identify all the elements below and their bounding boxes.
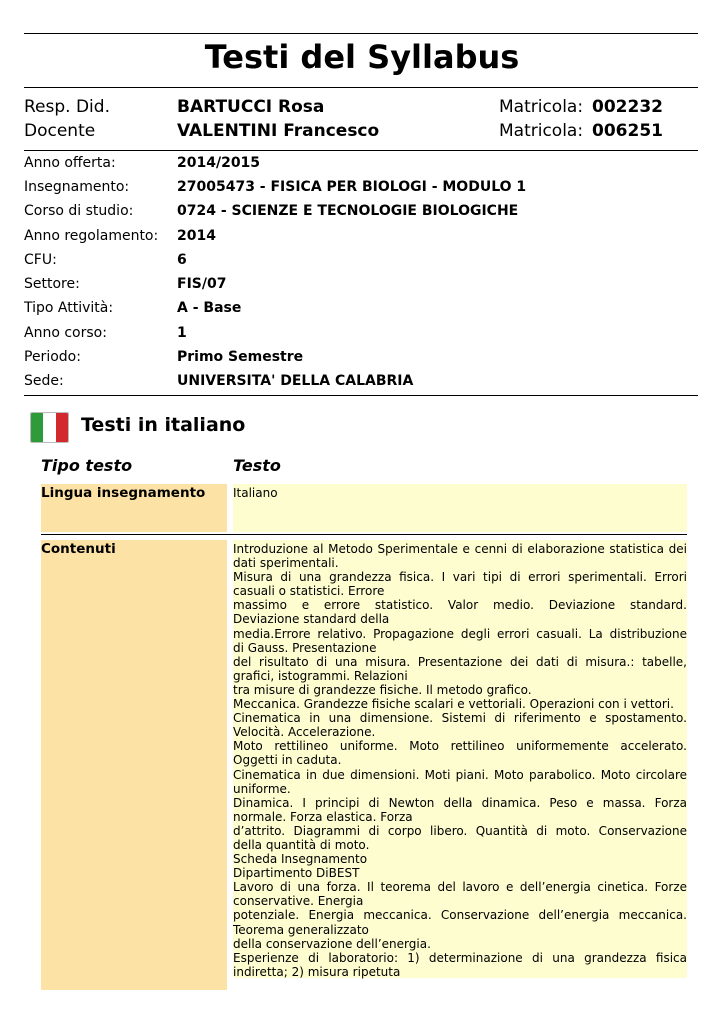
info-label: Settore: bbox=[24, 276, 80, 292]
flag-white-band bbox=[43, 413, 55, 442]
info-value: 2014 bbox=[177, 228, 216, 244]
testo-line: di Gauss. Presentazione bbox=[233, 640, 377, 655]
testo-line: Misura di una grandezza fisica. I vari tipi di errori sperimentali. Errori bbox=[233, 570, 687, 585]
top-rule bbox=[24, 33, 698, 34]
testo-line: Meccanica. Grandezze fisiche scalari e vettoriali. Operazioni con i vettori. bbox=[233, 697, 674, 712]
page-title: Testi del Syllabus bbox=[204, 38, 520, 76]
testo-line: grafici, istogrammi. Relazioni bbox=[233, 668, 408, 683]
testo-line: dati sperimentali. bbox=[233, 556, 339, 571]
testo-line: Dinamica. I principi di Newton della dinamica. Peso e massa. Forza bbox=[233, 795, 687, 810]
info-row-settore bbox=[24, 276, 698, 300]
testo-line: Deviazione standard della bbox=[233, 612, 390, 627]
info-row-corso-di-studio bbox=[24, 203, 698, 227]
info-rule bbox=[24, 395, 698, 396]
flag-red-band bbox=[56, 413, 68, 442]
resp-name: BARTUCCI Rosa bbox=[177, 97, 325, 117]
docente-role-label: Docente bbox=[24, 121, 96, 141]
section-title: Testi in italiano bbox=[81, 414, 246, 436]
docente-matricola-value: 006251 bbox=[592, 121, 663, 141]
testo-line: Scheda Insegnamento bbox=[233, 852, 368, 867]
testo-line: Oggetti in caduta. bbox=[233, 753, 342, 768]
testo-line: normale. Forza elastica. Forza bbox=[233, 809, 413, 824]
testo-line: Moto rettilineo uniforme. Moto rettilineo uniformemente accelerato. bbox=[233, 739, 687, 754]
info-value: 2014/2015 bbox=[177, 155, 261, 171]
tipo-testo-cell: Lingua insegnamento bbox=[41, 484, 227, 532]
flag-green-band bbox=[31, 413, 43, 442]
column-header-testo: Testo bbox=[233, 456, 281, 475]
testo-line: conservative. Energia bbox=[233, 894, 364, 909]
testo-line: Teorema generalizzato bbox=[233, 922, 369, 937]
info-label: Insegnamento: bbox=[24, 179, 130, 195]
info-row-tipo-attivita bbox=[24, 300, 698, 324]
testo-line: Introduzione al Metodo Sperimentale e cenni di elaborazione statistica dei bbox=[233, 542, 687, 556]
info-value: A - Base bbox=[177, 300, 242, 316]
testo-line: Velocità. Accelerazione. bbox=[233, 725, 376, 740]
testo-line: casuali o statistici. Errore bbox=[233, 584, 385, 599]
info-label: Anno offerta: bbox=[24, 155, 116, 171]
testo-line: Dipartimento DiBEST bbox=[233, 866, 360, 881]
info-row-anno-offerta bbox=[24, 155, 698, 179]
testo-line: massimo e errore statistico. Valor medio. Deviazione standard. bbox=[233, 598, 687, 613]
tipo-testo-cell: Contenuti bbox=[41, 540, 227, 990]
column-header-tipo-testo: Tipo testo bbox=[41, 456, 133, 475]
info-label: Corso di studio: bbox=[24, 203, 134, 219]
info-value: UNIVERSITA' DELLA CALABRIA bbox=[177, 373, 414, 389]
info-value: 6 bbox=[177, 252, 187, 268]
info-row-periodo bbox=[24, 349, 698, 373]
resp-matricola-value: 002232 bbox=[592, 97, 663, 117]
info-row-cfu bbox=[24, 252, 698, 276]
info-value: 27005473 - FISICA PER BIOLOGI - MODULO 1 bbox=[177, 179, 527, 195]
testo-line: Italiano bbox=[233, 486, 278, 500]
resp-role-label: Resp. Did. bbox=[24, 97, 110, 117]
testo-line: uniforme. bbox=[233, 781, 291, 796]
testo-line: della quantità di moto. bbox=[233, 837, 370, 852]
info-label: Periodo: bbox=[24, 349, 81, 365]
docente-name: VALENTINI Francesco bbox=[177, 121, 380, 141]
info-value: Primo Semestre bbox=[177, 349, 304, 365]
testo-line: Esperienze di laboratorio: 1) determinazione di una grandezza fisica bbox=[233, 950, 687, 965]
testo-line: tra misure di grandezze fisiche. Il metodo grafico. bbox=[233, 682, 532, 697]
info-label: Tipo Attività: bbox=[24, 300, 114, 316]
info-label: Anno regolamento: bbox=[24, 228, 159, 244]
info-value: 0724 - SCIENZE E TECNOLOGIE BIOLOGICHE bbox=[177, 203, 519, 219]
resp-matricola-label: Matricola: bbox=[499, 97, 584, 117]
info-row-sede bbox=[24, 373, 698, 397]
testo-cell bbox=[233, 484, 687, 532]
testo-line: Lavoro di una forza. Il teorema del lavoro e dell’energia cinetica. Forze bbox=[233, 880, 687, 895]
info-row-anno-corso bbox=[24, 325, 698, 349]
testo-cell bbox=[233, 540, 687, 978]
testo-line: potenziale. Energia meccanica. Conservazione dell’energia meccanica. bbox=[233, 908, 687, 923]
info-row-insegnamento bbox=[24, 179, 698, 203]
info-value: 1 bbox=[177, 325, 187, 341]
title-rule bbox=[24, 87, 698, 88]
row-divider bbox=[41, 534, 687, 535]
info-value: FIS/07 bbox=[177, 276, 227, 292]
testo-line: Cinematica in una dimensione. Sistemi di riferimento e spostamento. bbox=[233, 711, 687, 726]
info-label: Sede: bbox=[24, 373, 64, 389]
testo-line: d’attrito. Diagrammi di corpo libero. Quantità di moto. Conservazione bbox=[233, 823, 687, 838]
testo-line: media.Errore relativo. Propagazione degli errori casuali. La distribuzione bbox=[233, 626, 687, 641]
info-label: Anno corso: bbox=[24, 325, 107, 341]
responsabili-rule bbox=[24, 150, 698, 151]
testo-line: della conservazione dell’energia. bbox=[233, 936, 431, 951]
info-label: CFU: bbox=[24, 252, 57, 268]
info-row-anno-regolamento bbox=[24, 228, 698, 252]
testo-line: indiretta; 2) misura ripetuta bbox=[233, 964, 401, 979]
testo-line: Cinematica in due dimensioni. Moti piani. Moto parabolico. Moto circolare bbox=[233, 767, 687, 782]
docente-matricola-label: Matricola: bbox=[499, 121, 584, 141]
italian-flag-icon bbox=[30, 412, 69, 443]
testo-line: del risultato di una misura. Presentazione dei dati di misura.: tabelle, bbox=[233, 654, 687, 669]
